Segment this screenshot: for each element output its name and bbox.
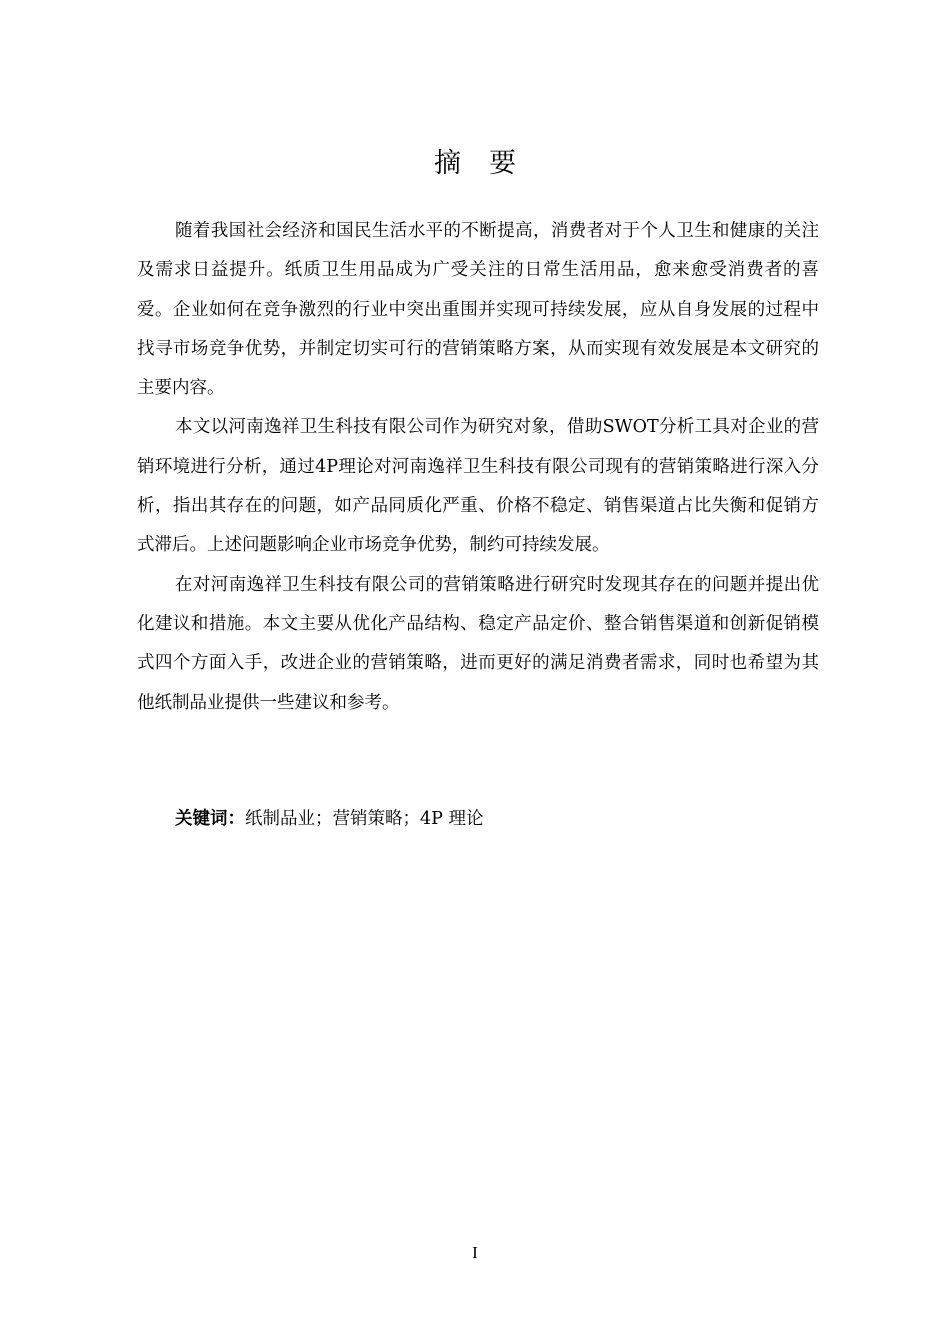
abstract-paragraph-3: 在对河南逸祥卫生科技有限公司的营销策略进行研究时发现其存在的问题并提出优化建议和措施。本文主要从优化产品结构、稳定产品定价、整合销售渠道和创新促销模式四个方面入手，改进企业的营销策略，进而更好的满足消费者需求，同时也希望为其他纸制品业提供一些建议和参考。 bbox=[137, 574, 819, 713]
keywords-text: 纸制品业；营销策略；4P 理论 bbox=[245, 809, 484, 829]
keywords-label: 关键词： bbox=[175, 809, 245, 829]
abstract-body bbox=[137, 212, 819, 723]
abstract-paragraph-1: 随着我国社会经济和国民生活水平的不断提高，消费者对于个人卫生和健康的关注及需求日益提升。纸质卫生用品成为广受关注的日常生活用品，愈来愈受消费者的喜爱。企业如何在竞争激烈的行业中突出重围并实现可持续发展，应从自身发展的过程中找寻市场竞争优势，并制定切实可行的营销策略方案，从而实现有效发展是本文研究的主要内容。 bbox=[137, 221, 819, 399]
keywords-line bbox=[175, 800, 483, 839]
page-number: I bbox=[472, 1243, 478, 1262]
abstract-title: 摘要 bbox=[434, 148, 544, 179]
abstract-paragraph-2: 本文以河南逸祥卫生科技有限公司作为研究对象，借助SWOT分析工具对企业的营销环境进行分析，通过4P理论对河南逸祥卫生科技有限公司现有的营销策略进行深入分析，指出其存在的问题，如产品同质化严重、价格不稳定、销售渠道占比失衡和促销方式滞后。上述问题影响企业市场竞争优势，制约可持续发展。 bbox=[137, 417, 819, 556]
